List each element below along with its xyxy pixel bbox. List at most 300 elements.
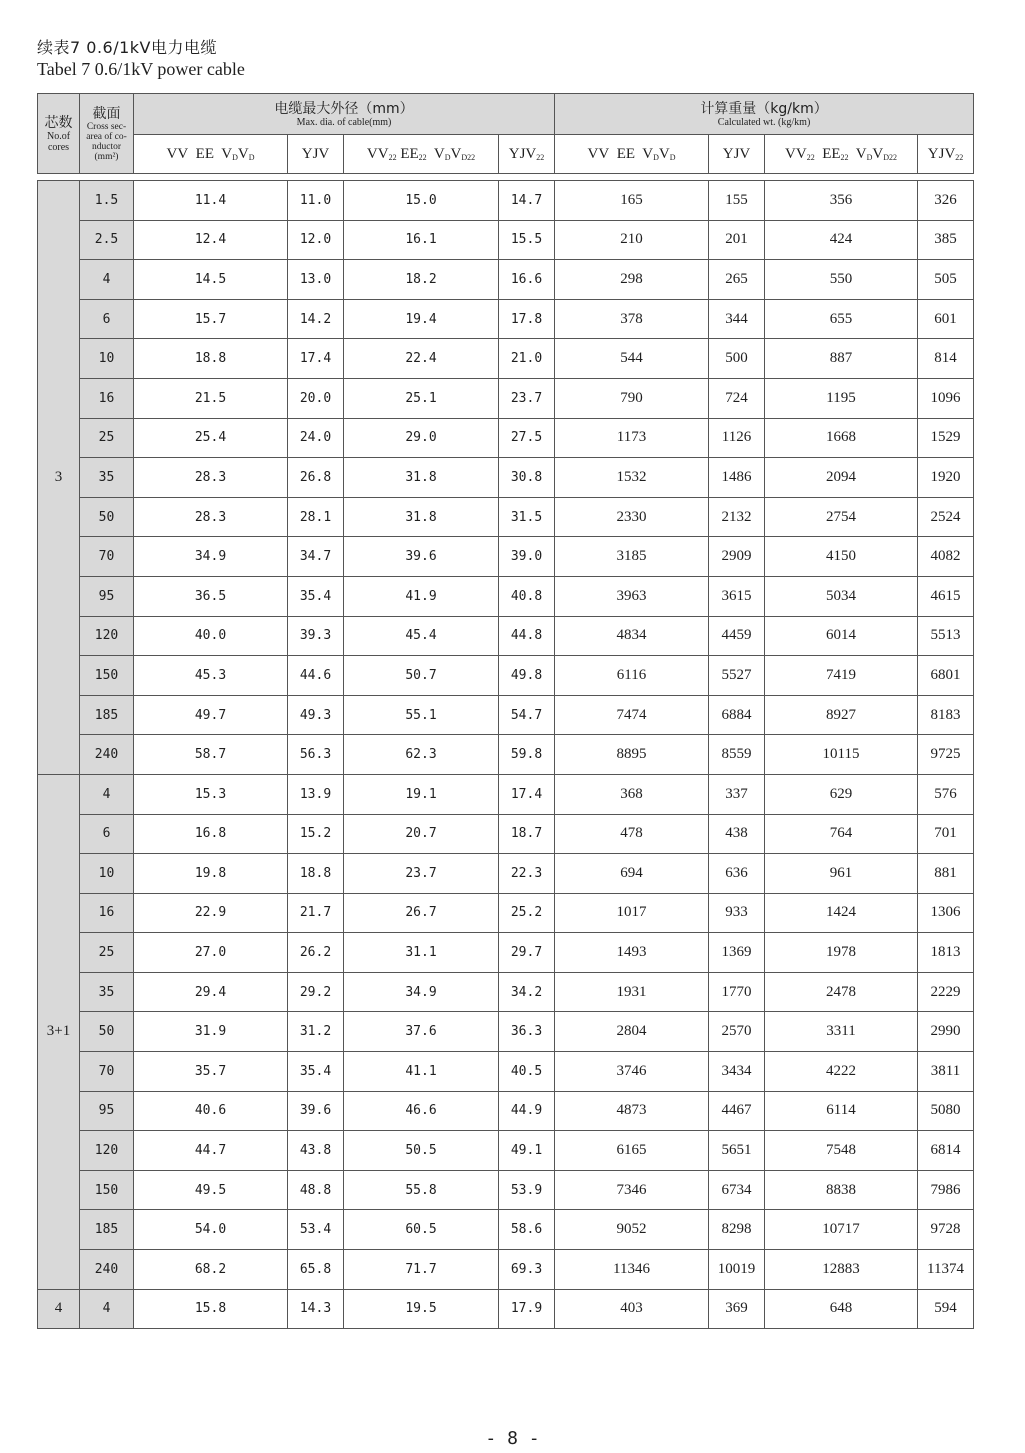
value-cell: 369	[709, 1289, 765, 1329]
value-cell: 20.7	[344, 814, 499, 854]
value-cell: 55.1	[344, 695, 499, 735]
value-cell: 31.8	[344, 458, 499, 498]
value-cell: 655	[765, 299, 918, 339]
table-row	[38, 774, 974, 814]
value-cell: 8927	[765, 695, 918, 735]
value-cell: 8895	[555, 735, 709, 775]
value-cell: 36.3	[499, 1012, 555, 1052]
value-cell: 39.6	[344, 537, 499, 577]
table-row	[38, 933, 974, 973]
value-cell: 69.3	[499, 1250, 555, 1290]
value-cell: 40.8	[499, 576, 555, 616]
area-cell: 4	[80, 1289, 134, 1329]
value-cell: 201	[709, 220, 765, 260]
value-cell: 1770	[709, 972, 765, 1012]
value-cell: 3185	[555, 537, 709, 577]
value-cell: 68.2	[134, 1250, 288, 1290]
value-cell: 10019	[709, 1250, 765, 1290]
value-cell: 576	[918, 774, 974, 814]
area-cell: 95	[80, 1091, 134, 1131]
col-wt-vv22-ee22-vdvd22: $VV_{22}$ $EE_{22}$ $V_DV_{D22}$	[765, 135, 918, 174]
header-area-cn: 截面	[92, 105, 121, 122]
area-cell: 4	[80, 774, 134, 814]
col-wt-yjv22: $YJV_{22}$	[918, 135, 974, 174]
value-cell: 39.0	[499, 537, 555, 577]
value-cell: 724	[709, 378, 765, 418]
value-cell: 6814	[918, 1131, 974, 1171]
value-cell: 34.9	[344, 972, 499, 1012]
value-cell: 298	[555, 260, 709, 300]
area-cell: 2.5	[80, 220, 134, 260]
area-cell: 185	[80, 695, 134, 735]
value-cell: 2478	[765, 972, 918, 1012]
value-cell: 594	[918, 1289, 974, 1329]
value-cell: 19.4	[344, 299, 499, 339]
value-cell: 13.9	[288, 774, 344, 814]
value-cell: 2524	[918, 497, 974, 537]
value-cell: 19.5	[344, 1289, 499, 1329]
value-cell: 10115	[765, 735, 918, 775]
value-cell: 4873	[555, 1091, 709, 1131]
value-cell: 4467	[709, 1091, 765, 1131]
area-cell: 1.5	[80, 181, 134, 221]
value-cell: 2754	[765, 497, 918, 537]
area-cell: 150	[80, 1170, 134, 1210]
value-cell: 2804	[555, 1012, 709, 1052]
value-cell: 1096	[918, 378, 974, 418]
value-cell: 1920	[918, 458, 974, 498]
value-cell: 49.5	[134, 1170, 288, 1210]
value-cell: 31.2	[288, 1012, 344, 1052]
value-cell: 28.3	[134, 458, 288, 498]
value-cell: 35.4	[288, 576, 344, 616]
value-cell: 6801	[918, 656, 974, 696]
value-cell: 10717	[765, 1210, 918, 1250]
value-cell: 1931	[555, 972, 709, 1012]
table-row	[38, 418, 974, 458]
header-cores-en: No.of cores	[46, 130, 71, 153]
value-cell: 18.7	[499, 814, 555, 854]
value-cell: 39.3	[288, 616, 344, 656]
header-dia-cn: 电缆最大外径（mm）	[274, 100, 414, 117]
table-title-cn: 续表7 0.6/1kV电力电缆	[37, 38, 217, 57]
value-cell: 8298	[709, 1210, 765, 1250]
value-cell: 31.5	[499, 497, 555, 537]
value-cell: 34.9	[134, 537, 288, 577]
value-cell: 14.5	[134, 260, 288, 300]
value-cell: 24.0	[288, 418, 344, 458]
value-cell: 961	[765, 854, 918, 894]
value-cell: 701	[918, 814, 974, 854]
area-cell: 16	[80, 378, 134, 418]
table-title-en: Tabel 7 0.6/1kV power cable	[37, 59, 245, 79]
value-cell: 54.0	[134, 1210, 288, 1250]
value-cell: 8838	[765, 1170, 918, 1210]
value-cell: 14.3	[288, 1289, 344, 1329]
header-max-dia	[134, 94, 555, 135]
cores-cell: 3	[38, 181, 80, 775]
value-cell: 49.1	[499, 1131, 555, 1171]
value-cell: 29.0	[344, 418, 499, 458]
value-cell: 40.6	[134, 1091, 288, 1131]
page-number: - 8 -	[485, 1428, 540, 1449]
value-cell: 2330	[555, 497, 709, 537]
value-cell: 15.7	[134, 299, 288, 339]
value-cell: 43.8	[288, 1131, 344, 1171]
value-cell: 25.4	[134, 418, 288, 458]
value-cell: 356	[765, 181, 918, 221]
value-cell: 1532	[555, 458, 709, 498]
value-cell: 14.7	[499, 181, 555, 221]
data-table	[37, 180, 974, 1329]
table-header	[37, 93, 974, 174]
value-cell: 1493	[555, 933, 709, 973]
value-cell: 25.2	[499, 893, 555, 933]
value-cell: 15.2	[288, 814, 344, 854]
value-cell: 4150	[765, 537, 918, 577]
header-dia-en: Max. dia. of cable(mm)	[296, 116, 392, 128]
value-cell: 22.3	[499, 854, 555, 894]
value-cell: 17.9	[499, 1289, 555, 1329]
value-cell: 62.3	[344, 735, 499, 775]
value-cell: 403	[555, 1289, 709, 1329]
header-calc-wt	[555, 94, 974, 135]
table-row	[38, 616, 974, 656]
value-cell: 13.0	[288, 260, 344, 300]
area-cell: 10	[80, 339, 134, 379]
value-cell: 19.1	[344, 774, 499, 814]
value-cell: 12.0	[288, 220, 344, 260]
value-cell: 2990	[918, 1012, 974, 1052]
value-cell: 20.0	[288, 378, 344, 418]
area-cell: 95	[80, 576, 134, 616]
value-cell: 58.7	[134, 735, 288, 775]
value-cell: 11.0	[288, 181, 344, 221]
header-cores-cn: 芯数	[44, 114, 73, 131]
value-cell: 881	[918, 854, 974, 894]
value-cell: 1424	[765, 893, 918, 933]
value-cell: 424	[765, 220, 918, 260]
value-cell: 648	[765, 1289, 918, 1329]
table-row	[38, 1289, 974, 1329]
area-cell: 4	[80, 260, 134, 300]
area-cell: 185	[80, 1210, 134, 1250]
value-cell: 56.3	[288, 735, 344, 775]
value-cell: 165	[555, 181, 709, 221]
value-cell: 29.7	[499, 933, 555, 973]
value-cell: 15.3	[134, 774, 288, 814]
value-cell: 7986	[918, 1170, 974, 1210]
value-cell: 9725	[918, 735, 974, 775]
value-cell: 49.7	[134, 695, 288, 735]
value-cell: 4082	[918, 537, 974, 577]
table-row	[38, 299, 974, 339]
value-cell: 629	[765, 774, 918, 814]
table-row	[38, 576, 974, 616]
table-row	[38, 537, 974, 577]
value-cell: 21.7	[288, 893, 344, 933]
value-cell: 385	[918, 220, 974, 260]
value-cell: 53.4	[288, 1210, 344, 1250]
value-cell: 3746	[555, 1052, 709, 1092]
value-cell: 5080	[918, 1091, 974, 1131]
value-cell: 1486	[709, 458, 765, 498]
value-cell: 41.9	[344, 576, 499, 616]
table-row	[38, 220, 974, 260]
value-cell: 6734	[709, 1170, 765, 1210]
table-row	[38, 656, 974, 696]
value-cell: 49.8	[499, 656, 555, 696]
value-cell: 40.5	[499, 1052, 555, 1092]
value-cell: 17.4	[288, 339, 344, 379]
value-cell: 1978	[765, 933, 918, 973]
value-cell: 478	[555, 814, 709, 854]
value-cell: 31.1	[344, 933, 499, 973]
value-cell: 14.2	[288, 299, 344, 339]
value-cell: 28.1	[288, 497, 344, 537]
value-cell: 44.8	[499, 616, 555, 656]
value-cell: 15.8	[134, 1289, 288, 1329]
area-cell: 120	[80, 616, 134, 656]
col-dia-yjv: YJV	[288, 135, 344, 174]
table-row	[38, 458, 974, 498]
value-cell: 49.3	[288, 695, 344, 735]
value-cell: 155	[709, 181, 765, 221]
value-cell: 54.7	[499, 695, 555, 735]
value-cell: 326	[918, 181, 974, 221]
cores-cell: 3+1	[38, 774, 80, 1289]
value-cell: 3963	[555, 576, 709, 616]
value-cell: 30.8	[499, 458, 555, 498]
table-row	[38, 695, 974, 735]
value-cell: 2909	[709, 537, 765, 577]
value-cell: 601	[918, 299, 974, 339]
table-row	[38, 1052, 974, 1092]
area-cell: 6	[80, 814, 134, 854]
value-cell: 5651	[709, 1131, 765, 1171]
table-row	[38, 735, 974, 775]
col-dia-yjv22: $YJV_{22}$	[499, 135, 555, 174]
area-cell: 50	[80, 497, 134, 537]
value-cell: 28.3	[134, 497, 288, 537]
header-cores	[38, 94, 80, 174]
value-cell: 544	[555, 339, 709, 379]
area-cell: 35	[80, 458, 134, 498]
header-area-en: Cross sec-area of co-nductor (mm²)	[86, 121, 127, 162]
table-row	[38, 497, 974, 537]
value-cell: 7346	[555, 1170, 709, 1210]
value-cell: 31.9	[134, 1012, 288, 1052]
value-cell: 65.8	[288, 1250, 344, 1290]
value-cell: 21.0	[499, 339, 555, 379]
area-cell: 120	[80, 1131, 134, 1171]
value-cell: 6116	[555, 656, 709, 696]
value-cell: 2570	[709, 1012, 765, 1052]
value-cell: 17.4	[499, 774, 555, 814]
value-cell: 1126	[709, 418, 765, 458]
value-cell: 1813	[918, 933, 974, 973]
value-cell: 59.8	[499, 735, 555, 775]
value-cell: 500	[709, 339, 765, 379]
value-cell: 45.4	[344, 616, 499, 656]
table-row	[38, 260, 974, 300]
value-cell: 18.8	[134, 339, 288, 379]
value-cell: 27.5	[499, 418, 555, 458]
area-cell: 6	[80, 299, 134, 339]
value-cell: 3811	[918, 1052, 974, 1092]
value-cell: 15.5	[499, 220, 555, 260]
value-cell: 21.5	[134, 378, 288, 418]
col-wt-vv-ee-vdvd: VV EE $V_DV_D$	[555, 135, 709, 174]
value-cell: 6165	[555, 1131, 709, 1171]
value-cell: 39.6	[288, 1091, 344, 1131]
value-cell: 37.6	[344, 1012, 499, 1052]
area-cell: 25	[80, 418, 134, 458]
value-cell: 5513	[918, 616, 974, 656]
value-cell: 7474	[555, 695, 709, 735]
value-cell: 378	[555, 299, 709, 339]
value-cell: 210	[555, 220, 709, 260]
value-cell: 19.8	[134, 854, 288, 894]
value-cell: 1017	[555, 893, 709, 933]
table-row	[38, 972, 974, 1012]
value-cell: 16.6	[499, 260, 555, 300]
value-cell: 550	[765, 260, 918, 300]
value-cell: 764	[765, 814, 918, 854]
value-cell: 17.8	[499, 299, 555, 339]
table-row	[38, 1131, 974, 1171]
value-cell: 71.7	[344, 1250, 499, 1290]
area-cell: 150	[80, 656, 134, 696]
value-cell: 22.9	[134, 893, 288, 933]
area-cell: 16	[80, 893, 134, 933]
value-cell: 44.7	[134, 1131, 288, 1171]
col-wt-yjv: YJV	[709, 135, 765, 174]
value-cell: 4834	[555, 616, 709, 656]
value-cell: 1369	[709, 933, 765, 973]
value-cell: 48.8	[288, 1170, 344, 1210]
value-cell: 2094	[765, 458, 918, 498]
value-cell: 6014	[765, 616, 918, 656]
col-dia-vv-ee-vdvd: VV EE $V_DV_D$	[134, 135, 288, 174]
value-cell: 3311	[765, 1012, 918, 1052]
value-cell: 22.4	[344, 339, 499, 379]
value-cell: 3434	[709, 1052, 765, 1092]
area-cell: 240	[80, 1250, 134, 1290]
value-cell: 1173	[555, 418, 709, 458]
value-cell: 1195	[765, 378, 918, 418]
value-cell: 18.8	[288, 854, 344, 894]
col-dia-vv22-ee22-vdvd22: $VV_{22}$ $EE_{22}$ $V_DV_{D22}$	[344, 135, 499, 174]
value-cell: 2229	[918, 972, 974, 1012]
value-cell: 636	[709, 854, 765, 894]
value-cell: 438	[709, 814, 765, 854]
value-cell: 34.2	[499, 972, 555, 1012]
value-cell: 337	[709, 774, 765, 814]
table-row	[38, 339, 974, 379]
table-row	[38, 378, 974, 418]
area-cell: 240	[80, 735, 134, 775]
value-cell: 26.8	[288, 458, 344, 498]
value-cell: 16.1	[344, 220, 499, 260]
value-cell: 8183	[918, 695, 974, 735]
header-area	[80, 94, 134, 174]
value-cell: 4222	[765, 1052, 918, 1092]
value-cell: 9052	[555, 1210, 709, 1250]
value-cell: 50.5	[344, 1131, 499, 1171]
value-cell: 50.7	[344, 656, 499, 696]
value-cell: 4459	[709, 616, 765, 656]
area-cell: 10	[80, 854, 134, 894]
value-cell: 887	[765, 339, 918, 379]
value-cell: 35.7	[134, 1052, 288, 1092]
value-cell: 8559	[709, 735, 765, 775]
table-row	[38, 1012, 974, 1052]
value-cell: 11374	[918, 1250, 974, 1290]
value-cell: 34.7	[288, 537, 344, 577]
value-cell: 40.0	[134, 616, 288, 656]
table-row	[38, 1250, 974, 1290]
value-cell: 36.5	[134, 576, 288, 616]
value-cell: 368	[555, 774, 709, 814]
value-cell: 11346	[555, 1250, 709, 1290]
value-cell: 18.2	[344, 260, 499, 300]
table-row	[38, 1210, 974, 1250]
value-cell: 6884	[709, 695, 765, 735]
value-cell: 26.7	[344, 893, 499, 933]
value-cell: 23.7	[499, 378, 555, 418]
value-cell: 7548	[765, 1131, 918, 1171]
value-cell: 7419	[765, 656, 918, 696]
value-cell: 5527	[709, 656, 765, 696]
value-cell: 12883	[765, 1250, 918, 1290]
value-cell: 2132	[709, 497, 765, 537]
value-cell: 1529	[918, 418, 974, 458]
value-cell: 27.0	[134, 933, 288, 973]
table-row	[38, 1091, 974, 1131]
value-cell: 5034	[765, 576, 918, 616]
value-cell: 790	[555, 378, 709, 418]
value-cell: 41.1	[344, 1052, 499, 1092]
value-cell: 53.9	[499, 1170, 555, 1210]
value-cell: 29.4	[134, 972, 288, 1012]
value-cell: 35.4	[288, 1052, 344, 1092]
value-cell: 1306	[918, 893, 974, 933]
value-cell: 933	[709, 893, 765, 933]
value-cell: 31.8	[344, 497, 499, 537]
value-cell: 60.5	[344, 1210, 499, 1250]
value-cell: 6114	[765, 1091, 918, 1131]
table-row	[38, 1170, 974, 1210]
value-cell: 505	[918, 260, 974, 300]
value-cell: 11.4	[134, 181, 288, 221]
value-cell: 55.8	[344, 1170, 499, 1210]
area-cell: 70	[80, 537, 134, 577]
value-cell: 265	[709, 260, 765, 300]
value-cell: 15.0	[344, 181, 499, 221]
value-cell: 694	[555, 854, 709, 894]
value-cell: 16.8	[134, 814, 288, 854]
value-cell: 344	[709, 299, 765, 339]
table-row	[38, 814, 974, 854]
value-cell: 4615	[918, 576, 974, 616]
value-cell: 1668	[765, 418, 918, 458]
value-cell: 12.4	[134, 220, 288, 260]
value-cell: 46.6	[344, 1091, 499, 1131]
value-cell: 25.1	[344, 378, 499, 418]
value-cell: 3615	[709, 576, 765, 616]
area-cell: 35	[80, 972, 134, 1012]
